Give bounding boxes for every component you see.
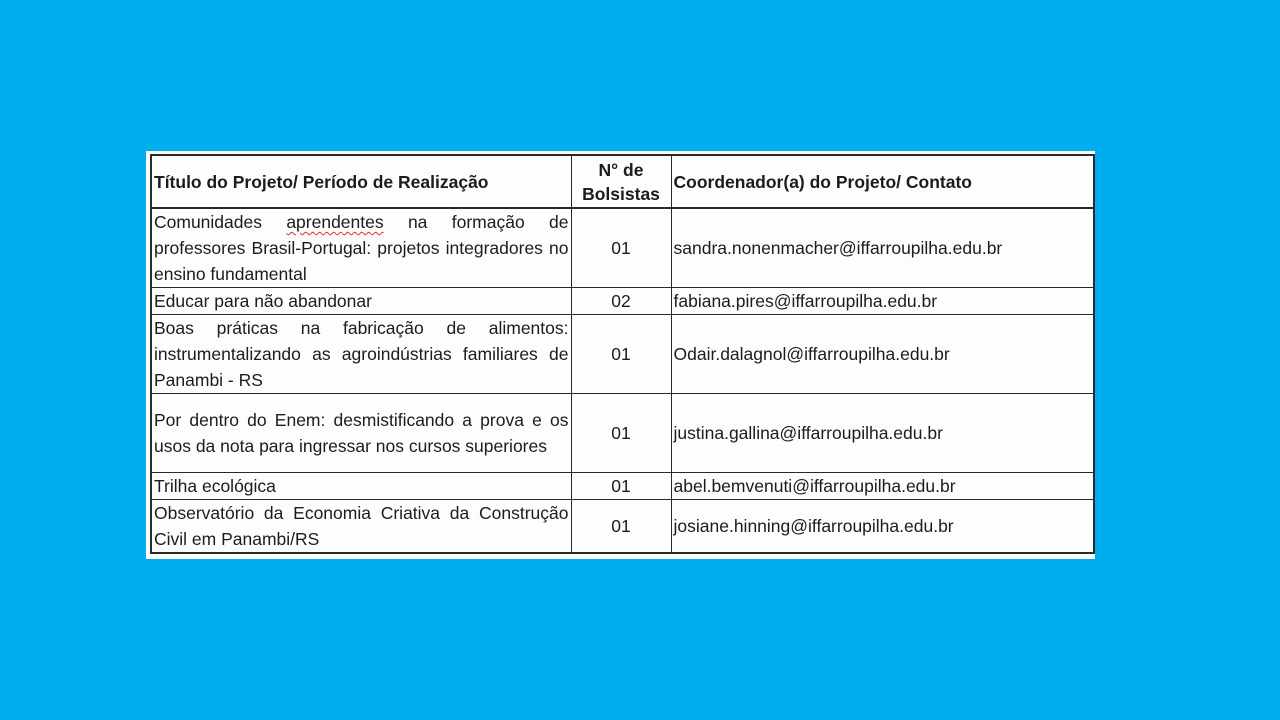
contact-email-cell: sandra.nonenmacher@iffarroupilha.edu.br <box>671 208 1094 288</box>
contact-email-cell: Odair.dalagnol@iffarroupilha.edu.br <box>671 315 1094 394</box>
header-col-contato: Coordenador(a) do Projeto/ Contato <box>671 155 1094 208</box>
contact-email-cell: fabiana.pires@iffarroupilha.edu.br <box>671 288 1094 315</box>
misspelled-word: aprendentes <box>286 212 384 232</box>
table-row <box>151 473 1094 500</box>
project-title-cell: Educar para não abandonar <box>151 288 571 315</box>
table-row <box>151 208 1094 288</box>
project-title-cell: Boas práticas na fabricação de alimentos: instrumentalizando as agroindústrias familiares de Panambi - RS <box>151 315 571 394</box>
table-row <box>151 315 1094 394</box>
bolsistas-cell: 01 <box>571 473 671 500</box>
bolsistas-cell: 01 <box>571 315 671 394</box>
project-title-text: Comunidades <box>154 212 287 232</box>
project-title-cell <box>151 208 571 288</box>
contact-email-cell: josiane.hinning@iffarroupilha.edu.br <box>671 500 1094 554</box>
project-title-text: na formação de professores Brasil-Portugal: projetos integradores no ensino fundamental <box>154 212 569 284</box>
bolsistas-cell: 01 <box>571 500 671 554</box>
contact-email-cell: abel.bemvenuti@iffarroupilha.edu.br <box>671 473 1094 500</box>
document-sheet <box>146 151 1095 559</box>
header-row <box>151 155 1094 208</box>
header-col-title: Título do Projeto/ Período de Realização <box>151 155 571 208</box>
project-title-cell: Trilha ecológica <box>151 473 571 500</box>
bolsistas-cell: 01 <box>571 394 671 473</box>
contact-email-cell: justina.gallina@iffarroupilha.edu.br <box>671 394 1094 473</box>
bolsistas-cell: 02 <box>571 288 671 315</box>
table-row <box>151 500 1094 554</box>
project-title-cell: Por dentro do Enem: desmistificando a prova e os usos da nota para ingressar nos cursos superiores <box>151 394 571 473</box>
bolsistas-cell: 01 <box>571 208 671 288</box>
project-title-cell: Observatório da Economia Criativa da Construção Civil em Panambi/RS <box>151 500 571 554</box>
table-row <box>151 394 1094 473</box>
table-row <box>151 288 1094 315</box>
header-col-bolsistas: N° de Bolsistas <box>571 155 671 208</box>
projects-table <box>150 154 1095 554</box>
